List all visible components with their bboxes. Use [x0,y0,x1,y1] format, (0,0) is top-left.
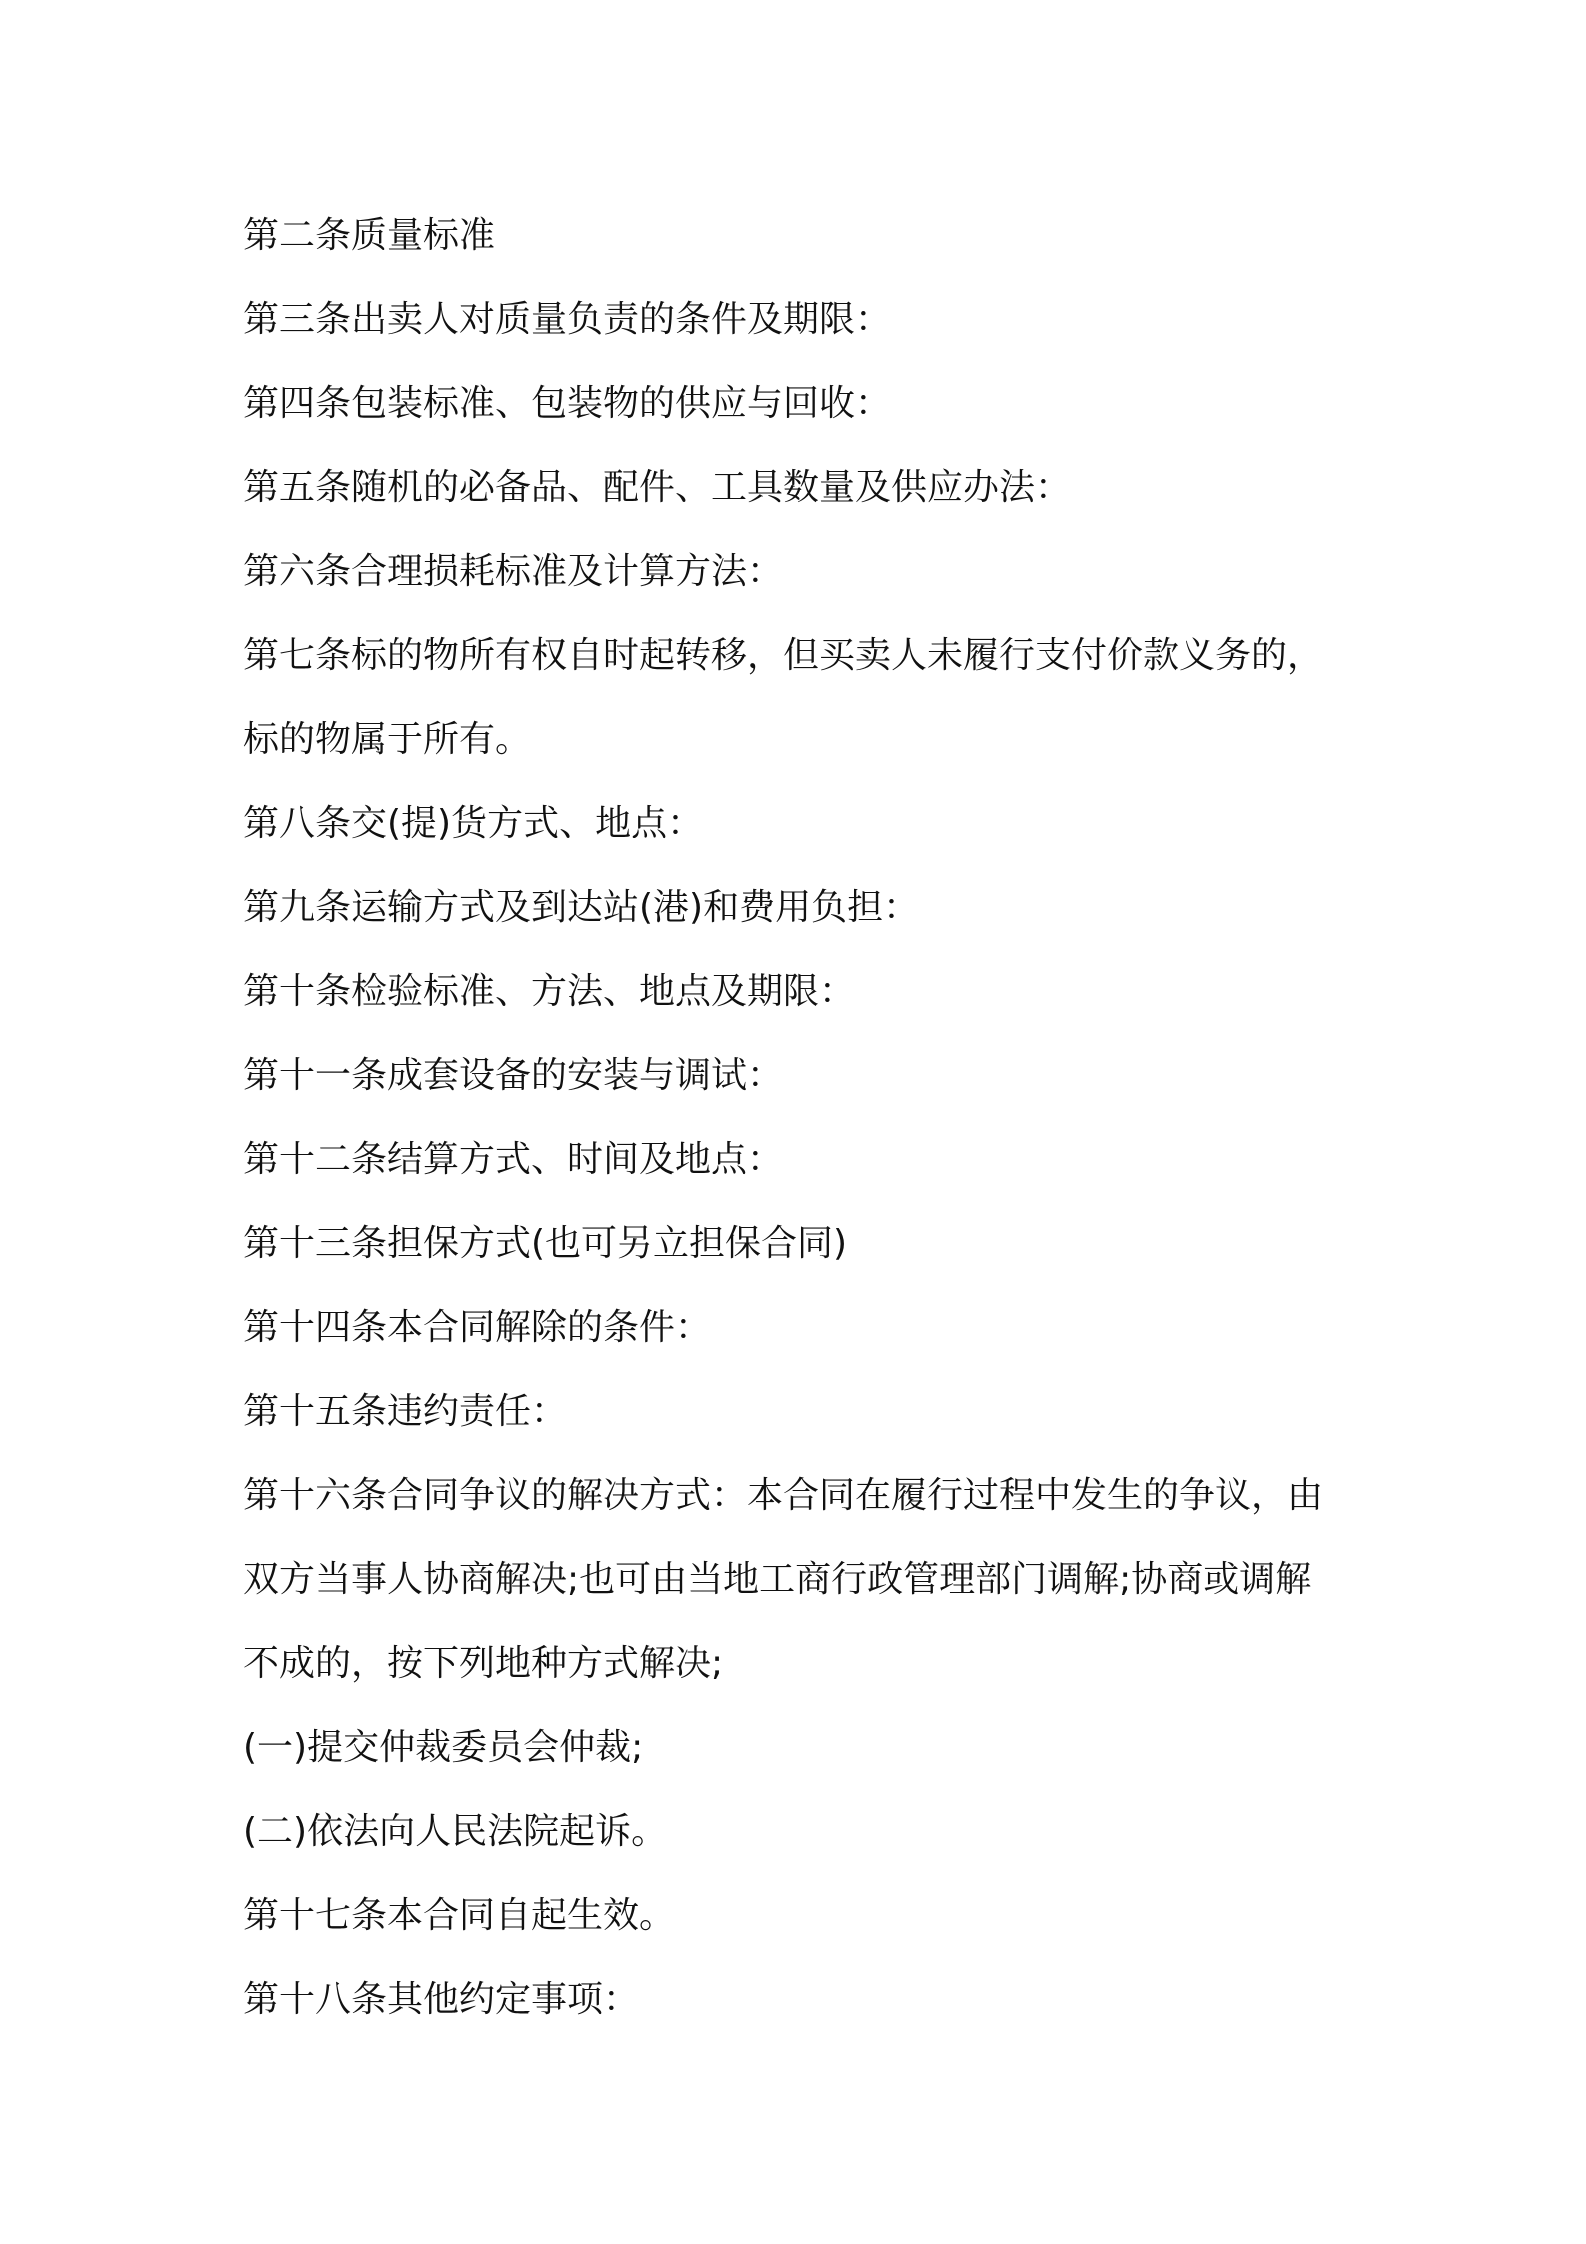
article-11-installation-debugging: 第十一条成套设备的安装与调试： [243,1055,784,1096]
dispute-option-court: (二)依法向人民法院起诉。 [243,1811,668,1852]
article-14-termination-conditions: 第十四条本合同解除的条件： [243,1307,712,1348]
article-17-effective-date: 第十七条本合同自起生效。 [243,1895,676,1936]
article-13-guarantee-method: 第十三条担保方式(也可另立担保合同) [243,1223,848,1264]
article-6-loss-standard: 第六条合理损耗标准及计算方法： [243,551,784,592]
article-16-dispute-resolution: 第十六条合同争议的解决方式：本合同在履行过程中发生的争议，由 [243,1475,1324,1516]
article-2-quality-standard: 第二条质量标准 [243,215,496,256]
article-10-inspection-standard: 第十条检验标准、方法、地点及期限： [243,971,856,1012]
article-5-accessories-tools: 第五条随机的必备品、配件、工具数量及供应办法： [243,467,1072,508]
article-15-breach-liability: 第十五条违约责任： [243,1391,568,1432]
article-3-seller-quality-liability: 第三条出卖人对质量负责的条件及期限： [243,299,892,340]
article-12-settlement-method: 第十二条结算方式、时间及地点： [243,1139,784,1180]
article-9-transport-method: 第九条运输方式及到达站(港)和费用负担： [243,887,920,928]
article-7-ownership-transfer-continued: 标的物属于所有。 [243,719,532,760]
article-16-dispute-resolution-line-3: 不成的，按下列地种方式解决; [243,1643,724,1684]
article-8-delivery-method: 第八条交(提)货方式、地点： [243,803,704,844]
article-4-packaging-standard: 第四条包装标准、包装物的供应与回收： [243,383,892,424]
article-18-other-matters: 第十八条其他约定事项： [243,1979,640,2020]
document-body [243,194,1363,2042]
article-7-ownership-transfer: 第七条标的物所有权自时起转移，但买卖人未履行支付价款义务的， [243,635,1324,676]
dispute-option-arbitration: (一)提交仲裁委员会仲裁; [243,1727,644,1768]
article-16-dispute-resolution-line-2: 双方当事人协商解决;也可由当地工商行政管理部门调解;协商或调解 [243,1559,1312,1600]
